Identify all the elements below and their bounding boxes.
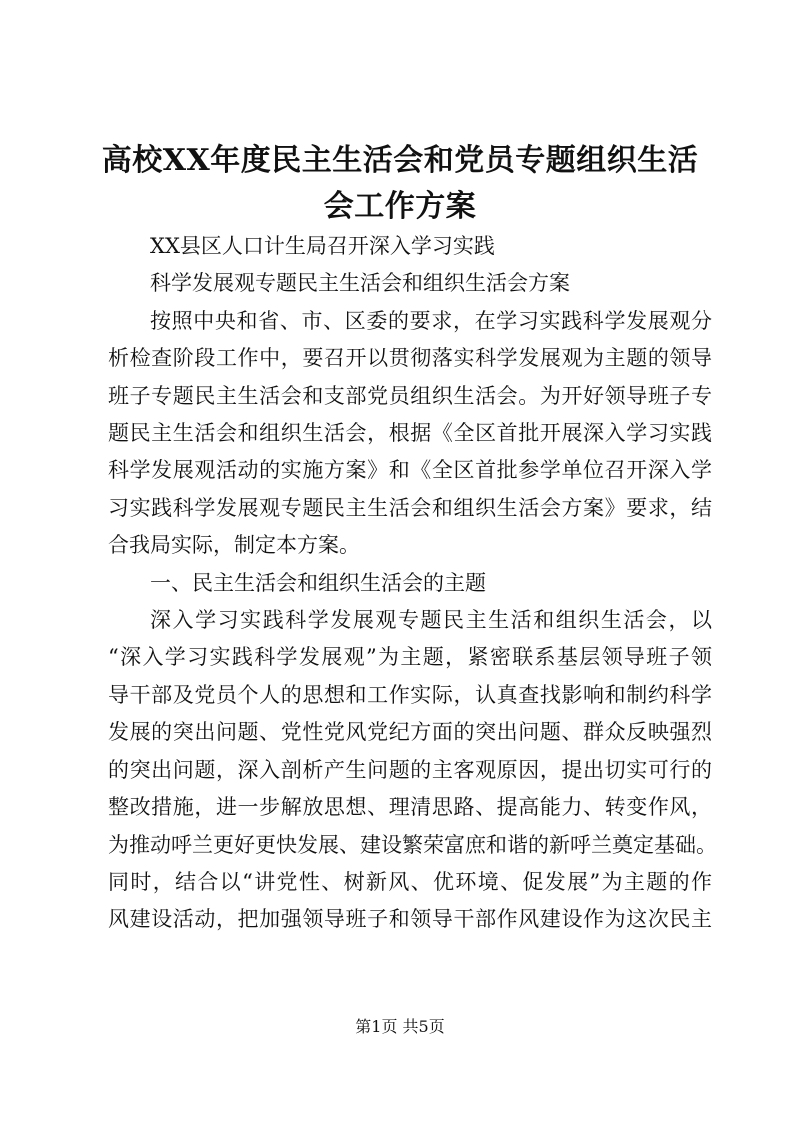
paragraph-line: 整改措施，进一步解放思想、理清思路、提高能力、转变作风，	[108, 795, 712, 820]
paragraph-line: 为推动呼兰更好更快发展、建设繁荣富庶和谐的新呼兰奠定基础。	[108, 832, 717, 857]
paragraph-line: 深入学习实践科学发展观专题民主生活和组织生活会，以	[150, 608, 712, 633]
paragraph-line: “深入学习实践科学发展观”为主题，紧密联系基层领导班子领	[108, 645, 712, 670]
document-body	[108, 228, 717, 939]
paragraph-line: 同时，结合以“讲党性、树新风、优环境、促发展”为主题的作	[108, 869, 712, 894]
paragraph-line: 班子专题民主生活会和支部党员组织生活会。为开好领导班子专	[108, 383, 712, 408]
paragraph-line: 按照中央和省、市、区委的要求，在学习实践科学发展观分	[150, 308, 712, 333]
paragraph-line: 发展的突出问题、党性党风党纪方面的突出问题、群众反映强烈	[108, 720, 712, 745]
paragraph-line: 导干部及党员个人的思想和工作实际，认真查找影响和制约科学	[108, 682, 712, 707]
paragraph-line: 合我局实际，制定本方案。	[108, 533, 360, 558]
paragraph-line: 的突出问题，深入剖析产生问题的主客观原因，提出切实可行的	[108, 757, 712, 782]
page-footer: 第1页 共5页	[355, 1017, 445, 1036]
paragraph-line: 析检查阶段工作中，要召开以贯彻落实科学发展观为主题的领导	[108, 346, 712, 371]
paragraph-line: 科学发展观活动的实施方案》和《全区首批参学单位召开深入学	[108, 458, 712, 483]
paragraph-line: 风建设活动，把加强领导班子和领导干部作风建设作为这次民主	[108, 907, 712, 932]
subtitle-line: XX县区人口计生局召开深入学习实践	[150, 234, 495, 258]
subtitle-line: 科学发展观专题民主生活会和组织生活会方案	[150, 271, 570, 296]
section-heading: 一、民主生活会和组织生活会的主题	[150, 570, 486, 595]
paragraph-line: 习实践科学发展观专题民主生活会和组织生活会方案》要求，结	[108, 495, 712, 520]
paragraph-line: 题民主生活会和组织生活会，根据《全区首批开展深入学习实践	[108, 421, 712, 446]
document-title: 高校XX年度民主生活会和党员专题组织生活会工作方案	[101, 143, 699, 224]
